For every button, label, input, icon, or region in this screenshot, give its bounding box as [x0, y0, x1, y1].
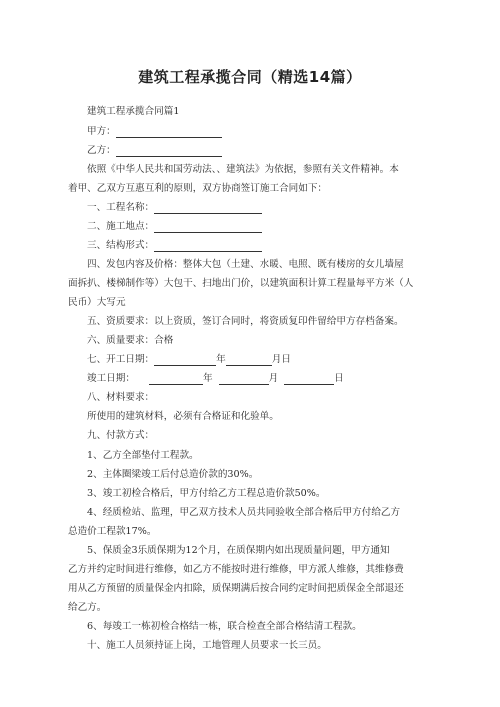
start-year-label: 年 [216, 354, 226, 365]
party-a-line [87, 126, 222, 138]
payment-5-line-4: 给乙方。 [68, 602, 107, 613]
start-month-label: 月日 [271, 354, 291, 365]
start-date-line [87, 354, 291, 366]
payment-4-line-2: 总造价工程款17%。 [68, 526, 157, 537]
payment-5-line-3: 用从乙方预留的质量保金内扣除，质保期满后按合同约定时间把质保金全部退还 [68, 583, 404, 594]
payment-1: 1、乙方全部垫付工程款。 [87, 450, 199, 461]
item-2-line [87, 221, 262, 233]
payment-3: 3、竣工初检合格后，甲方付给乙方工程总造价款50%。 [87, 488, 326, 499]
item-1-label: 一、工程名称： [87, 202, 155, 213]
party-a-label: 甲方： [87, 126, 116, 137]
completion-day-blank [284, 374, 334, 385]
item-1-line [87, 202, 262, 214]
item-6-line: 六、质量要求：合格 [87, 335, 174, 346]
completion-date-line [87, 373, 344, 385]
payment-5-line-2: 乙方并约定时间进行维修，如乙方不能按时进行维修，甲方派人维修，其维修费 [68, 564, 404, 575]
item-9-line: 九、付款方式： [87, 430, 155, 441]
intro-line-2: 着甲、乙双方互惠互利的原则，双方协商签订施工合同如下： [68, 183, 328, 194]
start-year-blank [154, 355, 216, 366]
item-3-line [87, 240, 262, 252]
item-8-text: 所使用的建筑材料，必须有合格证和化验单。 [87, 411, 279, 422]
item-1-blank [154, 203, 262, 214]
item-4-line-2: 面拆扒、楼梯制作等）大包干、扫地出门价，以建筑面积计算工程量每平方米（人 [68, 278, 414, 289]
completion-month-blank [219, 374, 269, 385]
party-b-line [87, 145, 222, 157]
item-4-line-1: 四、发包内容及价格：整体大包（土建、水暖、电照、既有楼房的女儿墙屋 [87, 259, 404, 270]
contract-subtitle: 建筑工程承揽合同篇1 [87, 106, 180, 117]
completion-year-blank [149, 374, 203, 385]
payment-2: 2、主体圈梁竣工后付总造价款的30%。 [87, 469, 259, 480]
payment-4-line-1: 4、经质检站、监理，甲乙双方技术人员共同验收全部合格后甲方付给乙方 [87, 507, 401, 518]
completion-day-label: 日 [334, 373, 344, 384]
payment-5-line-1: 5、保质金3乐质保期为12个月，在质保期内如出现质量问题，甲方通知 [87, 545, 390, 556]
completion-month-label: 月 [268, 373, 279, 384]
item-5-line: 五、资质要求：以上资质，签订合同时，将资质复印件留给甲方存档备案。 [87, 316, 404, 327]
item-4-line-3: 民币）大写元 [68, 297, 126, 308]
start-date-label: 七、开工日期： [87, 354, 155, 365]
party-a-blank [116, 127, 222, 138]
intro-line-1: 依照《中华人民共和国劳动法、、建筑法》为依据，参照有关文件精神。本 [87, 164, 399, 175]
party-b-blank [116, 146, 222, 157]
item-3-label: 三、结构形式： [87, 240, 155, 251]
start-month-blank [226, 355, 272, 366]
payment-6: 6、每竣工一栋初检合格结一栋，联合检查全部合格结清工程款。 [87, 621, 362, 632]
completion-year-label: 年 [202, 373, 213, 384]
item-8-line: 八、材料要求： [87, 392, 155, 403]
document-title: 建筑工程承揽合同（精选14篇） [138, 68, 362, 86]
item-3-blank [154, 241, 262, 252]
party-b-label: 乙方： [87, 145, 116, 156]
item-2-label: 二、施工地点： [87, 221, 155, 232]
completion-date-label: 竣工日期： [87, 373, 135, 384]
item-10-line: 十、施工人员须持证上岗，工地管理人员要求一长三员。 [87, 640, 327, 651]
item-2-blank [154, 222, 262, 233]
